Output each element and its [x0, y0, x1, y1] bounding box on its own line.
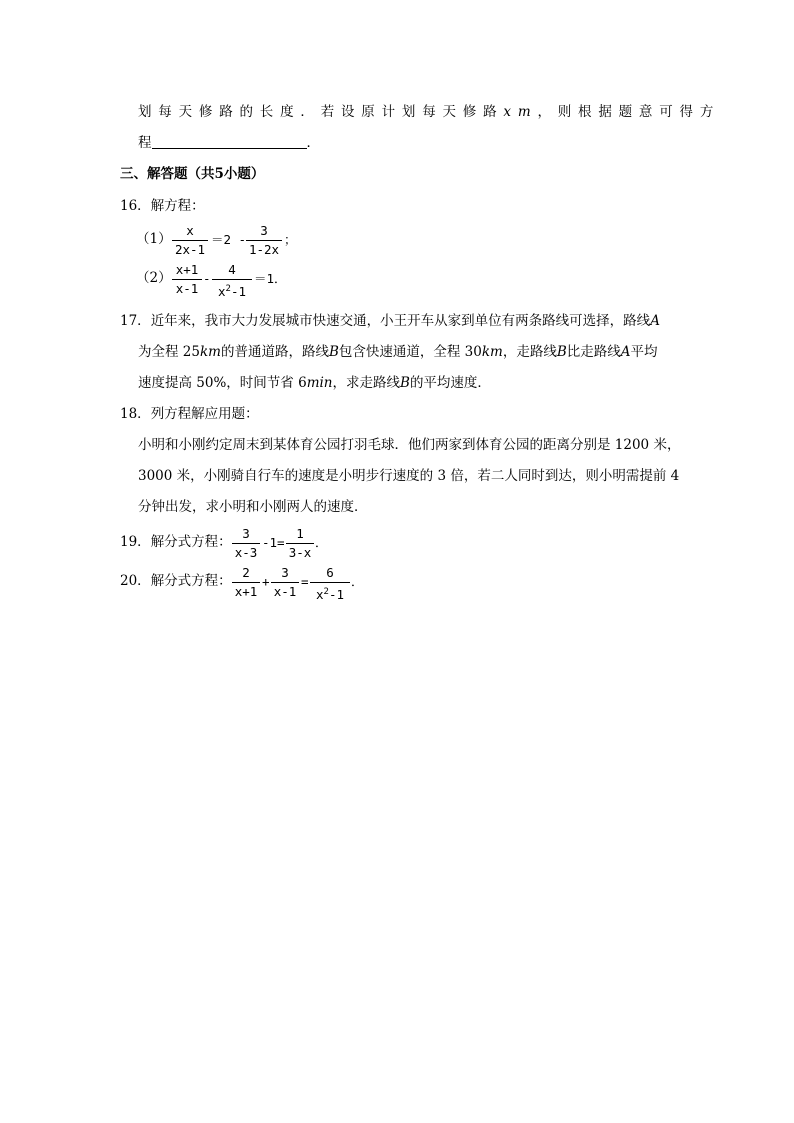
q17-number: 17．: [120, 313, 151, 329]
route-a-label: A: [650, 313, 660, 329]
q18-stem-text: 列方程解应用题：: [150, 406, 259, 422]
q18-number: 18．: [120, 406, 151, 422]
q16-number: 16．: [120, 198, 151, 214]
den-exponent: 2: [323, 587, 329, 597]
q16-p1-label: （1）: [136, 231, 172, 247]
fraction-numerator: 2: [242, 565, 250, 580]
fraction-denominator: [310, 585, 350, 602]
fraction-bar: [286, 543, 314, 544]
q20-equals: =: [301, 574, 309, 589]
q16-p2-minus: -: [203, 271, 211, 286]
q16-p2-equals: ＝1．: [254, 271, 287, 286]
q19-number: 19．: [120, 534, 151, 550]
fraction-bar: [172, 279, 202, 280]
q16-stem-text: 解方程：: [150, 198, 205, 214]
q16-p1-equals: ＝2 -: [211, 232, 247, 247]
fraction-denominator: 3-x: [288, 545, 312, 560]
route-a-label: A: [620, 344, 631, 360]
q16-p1-frac1: [172, 224, 208, 258]
q17-text: ，走路线: [502, 344, 557, 360]
route-b-label: B: [400, 375, 410, 391]
q17-text: 的普通道路，路线: [220, 344, 329, 360]
fraction-numerator: 3: [281, 565, 289, 580]
fraction-bar: [232, 543, 260, 544]
var-x: x: [503, 104, 518, 120]
route-b-label: B: [556, 344, 567, 360]
fraction-denominator: 1-2x: [248, 242, 280, 257]
q16-p1-frac2: [246, 224, 282, 258]
q18-stem: [120, 404, 259, 424]
answer-blank[interactable]: [152, 134, 307, 149]
fraction-numerator: x: [186, 223, 194, 238]
intro-text-end: ．: [306, 135, 320, 151]
q17-line-2: [138, 342, 658, 362]
fraction-numerator: 1: [296, 526, 304, 541]
q19-stem: [120, 532, 232, 552]
den-base: x: [217, 284, 226, 299]
q16-p1-end: ；: [284, 232, 297, 247]
fraction-numerator: 3: [242, 526, 250, 541]
q18-line-2: 3000 米，小刚骑自行车的速度是小明步行速度的 3 倍，若二人同时到达，则小明需提前 4: [138, 468, 680, 484]
fraction-denominator: 2x-1: [174, 242, 206, 257]
q20-end: ．: [351, 574, 364, 589]
unit-km: km: [199, 344, 221, 360]
q19-end: ．: [315, 535, 328, 550]
unit-km: km: [481, 344, 503, 360]
fraction-bar: [212, 279, 252, 280]
fraction-numerator: 3: [260, 223, 268, 238]
fraction-denominator: x-1: [175, 281, 199, 296]
q20-frac1: [232, 566, 260, 600]
fraction-bar: [172, 240, 208, 241]
q17-text: 的平均速度．: [409, 375, 491, 391]
fraction-bar: [310, 582, 350, 583]
intro-text-c: 程: [138, 135, 152, 151]
q17-line-3: [138, 373, 491, 393]
q20-stem: [120, 571, 232, 591]
den-tail: -1: [328, 587, 344, 602]
section-title: 三、解答题（共5小题）: [120, 166, 265, 182]
q19-frac2: [286, 527, 314, 561]
unit-min: min: [306, 375, 333, 391]
fraction-denominator: x-3: [234, 545, 258, 560]
q16-stem: [120, 196, 205, 216]
q17-line-1: [120, 311, 660, 331]
q20-number: 20．: [120, 573, 151, 589]
q17-text: 平均: [630, 344, 658, 360]
intro-text-b: ，则根据题意可得方: [537, 104, 721, 120]
fraction-numerator: 6: [326, 565, 334, 580]
q16-p2-label: （2）: [136, 270, 172, 286]
den-exponent: 2: [225, 284, 231, 294]
fraction-denominator: x+1: [234, 584, 258, 599]
q19-stem-text: 解分式方程：: [150, 534, 232, 550]
q19-mid: -1=: [262, 535, 285, 550]
q16-p2-frac2: [212, 263, 252, 299]
q20-stem-text: 解分式方程：: [150, 573, 232, 589]
fraction-numerator: 4: [228, 262, 236, 277]
fraction-numerator: x+1: [175, 262, 199, 277]
q17-text: 速度提高 50%，时间节省 6: [138, 375, 307, 391]
q17-text: 为全程 25: [138, 344, 200, 360]
q19-frac1: [232, 527, 260, 561]
q20-plus: +: [262, 574, 270, 589]
intro-line-1: [138, 102, 720, 122]
intro-line-2: [138, 133, 320, 153]
fraction-denominator: x-1: [273, 584, 297, 599]
q17-text: ，求走路线: [332, 375, 401, 391]
q17-text: 包含快速通道，全程 30: [338, 344, 482, 360]
q17-text: 比走路线: [566, 344, 621, 360]
fraction-denominator: [212, 282, 252, 299]
q20-frac2: [271, 566, 299, 600]
fraction-bar: [246, 240, 282, 241]
var-m: m: [517, 104, 538, 120]
q17-text: 近年来，我市大力发展城市快速交通，小王开车从家到单位有两条路线可选择，路线: [150, 313, 651, 329]
fraction-bar: [271, 582, 299, 583]
den-base: x: [315, 587, 324, 602]
q16-p2-frac1: [172, 263, 202, 297]
q20-frac3: [310, 566, 350, 602]
intro-text-a: 划每天修路的长度．若设原计划每天修路: [138, 104, 504, 120]
q18-line-1: 小明和小刚约定周末到某体育公园打羽毛球．他们两家到体育公园的距离分别是 1200 米，: [138, 437, 681, 453]
fraction-bar: [232, 582, 260, 583]
den-tail: -1: [230, 284, 246, 299]
route-b-label: B: [328, 344, 339, 360]
q18-line-3: 分钟出发，求小明和小刚两人的速度．: [138, 499, 368, 515]
